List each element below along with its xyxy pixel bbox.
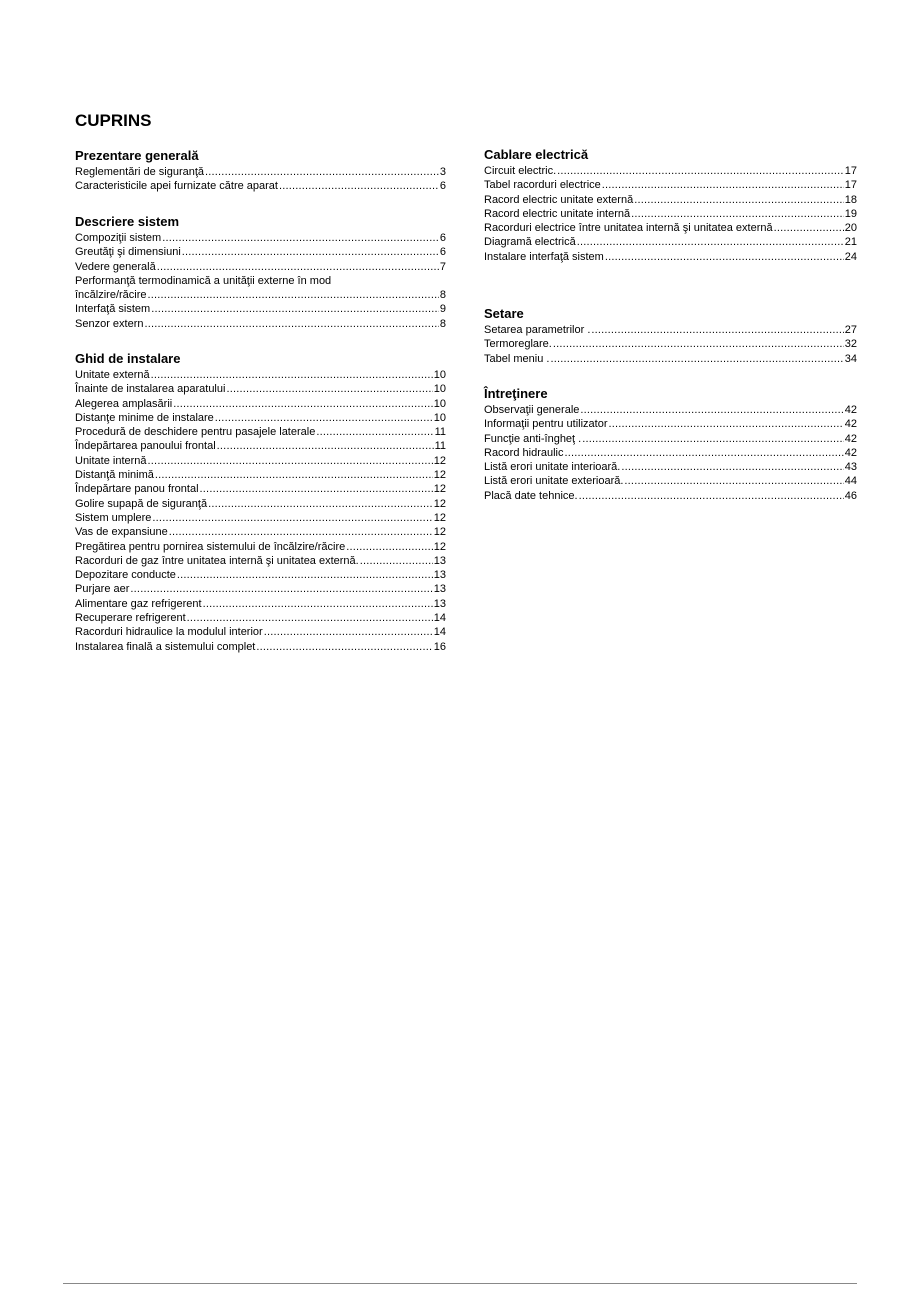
toc-entry[interactable]	[75, 397, 446, 411]
toc-entry-page: 43	[844, 461, 857, 474]
dot-leader	[155, 468, 433, 482]
section-heading: Prezentare generală	[75, 148, 199, 163]
toc-entry[interactable]	[75, 497, 446, 511]
toc-entry[interactable]	[75, 582, 446, 596]
toc-entry-label: Instalarea finală a sistemului complet	[75, 640, 256, 653]
toc-entry-label: Listă erori unitate interioară.	[484, 461, 621, 474]
toc-entry-label: Îndepărtare panou frontal	[75, 483, 199, 496]
toc-entry[interactable]	[75, 454, 446, 468]
dot-leader	[264, 625, 433, 639]
toc-entry-label: Procedură de deschidere pentru pasajele laterale	[75, 426, 316, 439]
toc-entry-label: Greutăţi şi dimensiuni	[75, 246, 181, 259]
toc-entry-label: Performanţă termodinamică a unităţii externe în mod	[75, 274, 332, 287]
dot-leader	[634, 193, 844, 207]
toc-entry-page: 10	[433, 369, 446, 381]
toc-entry[interactable]	[75, 439, 446, 453]
toc-entry[interactable]	[75, 317, 446, 331]
toc-entry[interactable]	[75, 425, 446, 439]
toc-entry-page: 6	[439, 246, 446, 259]
dot-leader	[173, 397, 433, 411]
dot-leader	[591, 323, 843, 337]
toc-entry[interactable]	[75, 302, 446, 316]
toc-entry-page: 11	[434, 440, 446, 453]
dot-leader	[624, 474, 843, 488]
toc-entry-page: 10	[433, 411, 446, 424]
toc-entry-page: 12	[433, 483, 446, 496]
toc-entry-page: 32	[844, 338, 857, 351]
dot-leader	[582, 432, 844, 446]
toc-entry-label: Înainte de instalarea aparatului	[75, 383, 226, 396]
section-setare	[484, 306, 857, 366]
footer-divider	[63, 1283, 857, 1284]
toc-entry-label: Purjare aer	[75, 583, 130, 596]
toc-entry[interactable]	[75, 245, 446, 259]
toc-entry-page: 13	[433, 554, 446, 567]
toc-entry-page: 42	[844, 446, 857, 459]
toc-entry-label: Golire supapă de siguranţă	[75, 497, 208, 510]
toc-entry-label: Distanţe minime de instalare	[75, 411, 214, 424]
toc-entry-label: Unitate externă	[75, 369, 150, 381]
toc-entry[interactable]	[75, 611, 446, 625]
dot-leader	[279, 179, 439, 193]
toc-entry[interactable]	[75, 482, 446, 496]
toc-entry-label: Depozitare conducte	[75, 569, 176, 582]
dot-leader	[602, 178, 844, 192]
toc-entry-page: 17	[844, 165, 857, 177]
toc-entry-page: 18	[844, 193, 857, 206]
toc-entry-label: Instalare interfaţă sistem	[484, 250, 604, 263]
toc-entry-page: 10	[433, 383, 446, 396]
section-descriere-sistem	[75, 214, 446, 331]
toc-entry[interactable]	[484, 337, 857, 351]
toc-entry-label: Racord electric unitate externă	[484, 193, 634, 206]
dot-leader	[151, 368, 433, 382]
toc-entry-page: 8	[439, 289, 446, 302]
toc-entry-label: Vedere generală	[75, 260, 156, 273]
dot-leader	[631, 207, 844, 221]
toc-entry[interactable]	[75, 640, 446, 654]
section-cablare-electrica	[484, 147, 857, 264]
dot-leader	[205, 165, 439, 179]
toc-entry-page: 8	[439, 317, 446, 330]
toc-entry-line	[75, 274, 446, 288]
toc-entry[interactable]	[484, 221, 857, 235]
dot-leader	[256, 640, 432, 654]
dot-leader	[177, 568, 433, 582]
dot-leader	[621, 460, 843, 474]
toc-entry[interactable]	[484, 460, 857, 474]
toc-entry-page: 12	[433, 469, 446, 482]
toc-entry-label: Distanţă minimă	[75, 469, 154, 482]
toc-entry-label: Reglementări de siguranţă	[75, 166, 205, 178]
toc-entry-label: Alegerea amplasării	[75, 397, 173, 410]
toc-entry[interactable]	[75, 468, 446, 482]
toc-entry-label: Racorduri de gaz între unitatea internă şi unitatea externă.	[75, 554, 359, 567]
toc-entry[interactable]	[75, 231, 446, 245]
toc-entry[interactable]	[484, 474, 857, 488]
toc-title: CUPRINS	[75, 111, 152, 130]
toc-entry-page: 12	[433, 511, 446, 524]
dot-leader	[579, 489, 844, 503]
toc-entry-page: 13	[433, 569, 446, 582]
section-heading: Setare	[484, 306, 524, 321]
section-heading: Ghid de instalare	[75, 351, 181, 366]
toc-entry-label: Caracteristicile apei furnizate către aparat	[75, 180, 278, 193]
section-prezentare-generala	[75, 148, 446, 194]
section-intretinere	[484, 386, 857, 503]
dot-leader	[203, 597, 433, 611]
dot-leader	[208, 497, 433, 511]
toc-entry-label: Îndepărtarea panoului frontal	[75, 440, 216, 453]
toc-entry-label: Diagramă electrică	[484, 236, 576, 249]
toc-entry-page: 13	[433, 583, 446, 596]
dot-leader	[130, 582, 432, 596]
toc-entry[interactable]	[75, 260, 446, 274]
toc-entry-page: 3	[439, 166, 446, 178]
toc-entry[interactable]	[484, 403, 857, 417]
toc-entry-label: Observaţii generale	[484, 404, 580, 416]
toc-entry-label: Racord hidraulic	[484, 446, 564, 459]
toc-entry-label: Sistem umplere	[75, 511, 152, 524]
toc-entry-page: 14	[433, 626, 446, 639]
toc-entry-page: 13	[433, 597, 446, 610]
toc-entry[interactable]	[75, 179, 446, 193]
dot-leader	[316, 425, 433, 439]
toc-entry[interactable]	[75, 597, 446, 611]
dot-leader	[226, 382, 432, 396]
toc-entry-label: Unitate internă	[75, 454, 147, 467]
toc-entry-label: Informaţii pentru utilizator	[484, 418, 608, 431]
dot-leader	[346, 540, 433, 554]
dot-leader	[162, 231, 439, 245]
toc-entry-label: Termoreglare.	[484, 338, 552, 351]
toc-entry-label: încălzire/răcire	[75, 289, 147, 302]
toc-entry[interactable]	[484, 432, 857, 446]
toc-entry[interactable]	[75, 288, 446, 302]
toc-entry-label: Alimentare gaz refrigerent	[75, 597, 202, 610]
dot-leader	[157, 260, 439, 274]
toc-entry-page: 21	[844, 236, 857, 249]
toc-entry-label: Placă date tehnice.	[484, 489, 578, 502]
toc-entry-page: 27	[844, 324, 857, 336]
dot-leader	[144, 317, 438, 331]
toc-entry-label: Listă erori unitate exterioară.	[484, 475, 624, 488]
dot-leader	[200, 482, 433, 496]
toc-entry[interactable]	[75, 368, 446, 382]
toc-entry-page: 6	[439, 180, 446, 193]
toc-entry-page: 42	[844, 404, 857, 416]
dot-leader	[182, 245, 439, 259]
dot-leader	[553, 337, 844, 351]
toc-entry-page: 14	[433, 612, 446, 625]
section-ghid-de-instalare	[75, 351, 446, 654]
toc-entry[interactable]	[75, 568, 446, 582]
dot-leader	[605, 250, 844, 264]
toc-entry-page: 10	[433, 397, 446, 410]
section-heading: Întreţinere	[484, 386, 548, 401]
toc-entry-page: 42	[844, 418, 857, 431]
toc-entry-label: Racord electric unitate internă	[484, 207, 631, 220]
toc-entry-label: Tabel meniu .	[484, 352, 550, 365]
dot-leader	[360, 554, 433, 568]
toc-entry-page: 6	[439, 232, 446, 244]
toc-entry-page: 44	[844, 475, 857, 488]
toc-entry-label: Tabel racorduri electrice	[484, 179, 601, 192]
toc-entry-page: 12	[433, 454, 446, 467]
toc-entry[interactable]	[484, 352, 857, 366]
dot-leader	[187, 611, 433, 625]
toc-entry-label: Racorduri hidraulice la modulul interior	[75, 626, 263, 639]
toc-entry-label: Interfaţă sistem	[75, 303, 151, 316]
toc-entry[interactable]	[484, 323, 857, 337]
toc-entry-page: 7	[439, 260, 446, 273]
dot-leader	[609, 417, 844, 431]
dot-leader	[564, 446, 843, 460]
toc-entry[interactable]	[484, 489, 857, 503]
dot-leader	[148, 288, 439, 302]
dot-leader	[577, 235, 844, 249]
toc-entry-page: 17	[844, 179, 857, 192]
toc-entry-page: 46	[844, 489, 857, 502]
toc-entry[interactable]	[75, 525, 446, 539]
toc-entry[interactable]	[75, 411, 446, 425]
toc-entry[interactable]	[484, 178, 857, 192]
toc-entry-page: 19	[844, 207, 857, 220]
toc-entry-page: 12	[433, 526, 446, 539]
toc-entry-label: Recuperare refrigerent	[75, 612, 186, 625]
toc-entry[interactable]	[75, 165, 446, 179]
dot-leader	[151, 302, 439, 316]
dot-leader	[774, 221, 844, 235]
dot-leader	[217, 439, 434, 453]
toc-entry-page: 12	[433, 497, 446, 510]
toc-entry[interactable]	[484, 207, 857, 221]
toc-entry[interactable]	[484, 250, 857, 264]
toc-entry[interactable]	[484, 235, 857, 249]
toc-entry-page: 11	[434, 426, 446, 439]
dot-leader	[215, 411, 433, 425]
dot-leader	[550, 352, 843, 366]
toc-entry-label: Senzor extern	[75, 317, 144, 330]
toc-entry-label: Circuit electric.	[484, 165, 557, 177]
dot-leader	[152, 511, 432, 525]
toc-entry-label: Racorduri electrice între unitatea internă şi unitatea externă	[484, 222, 773, 235]
section-heading: Cablare electrică	[484, 147, 589, 162]
toc-entry[interactable]	[75, 511, 446, 525]
toc-entry[interactable]	[484, 446, 857, 460]
toc-entry[interactable]	[484, 193, 857, 207]
dot-leader	[148, 454, 433, 468]
section-heading: Descriere sistem	[75, 214, 180, 229]
dot-leader	[580, 403, 843, 417]
toc-entry-label: Funcţie anti-îngheţ .	[484, 432, 582, 445]
toc-entry-page: 34	[844, 352, 857, 365]
toc-entry-label: Setarea parametrilor .	[484, 324, 591, 336]
toc-entry-page: 9	[439, 303, 446, 316]
toc-entry[interactable]	[75, 540, 446, 554]
toc-entry-label: Compoziţii sistem	[75, 232, 162, 244]
toc-entry-page: 20	[844, 222, 857, 235]
toc-entry-page: 24	[844, 250, 857, 263]
toc-entry-page: 16	[433, 640, 446, 653]
dot-leader	[169, 525, 433, 539]
toc-entry[interactable]	[75, 554, 446, 568]
toc-entry[interactable]	[484, 164, 857, 178]
toc-entry[interactable]	[75, 625, 446, 639]
toc-entry[interactable]	[75, 382, 446, 396]
toc-entry-page: 42	[844, 432, 857, 445]
toc-entry-label: Pregătirea pentru pornirea sistemului de încălzire/răcire	[75, 540, 346, 553]
dot-leader	[557, 164, 844, 178]
toc-entry-label: Vas de expansiune	[75, 526, 168, 539]
toc-entry-page: 12	[433, 540, 446, 553]
toc-entry[interactable]	[484, 417, 857, 431]
